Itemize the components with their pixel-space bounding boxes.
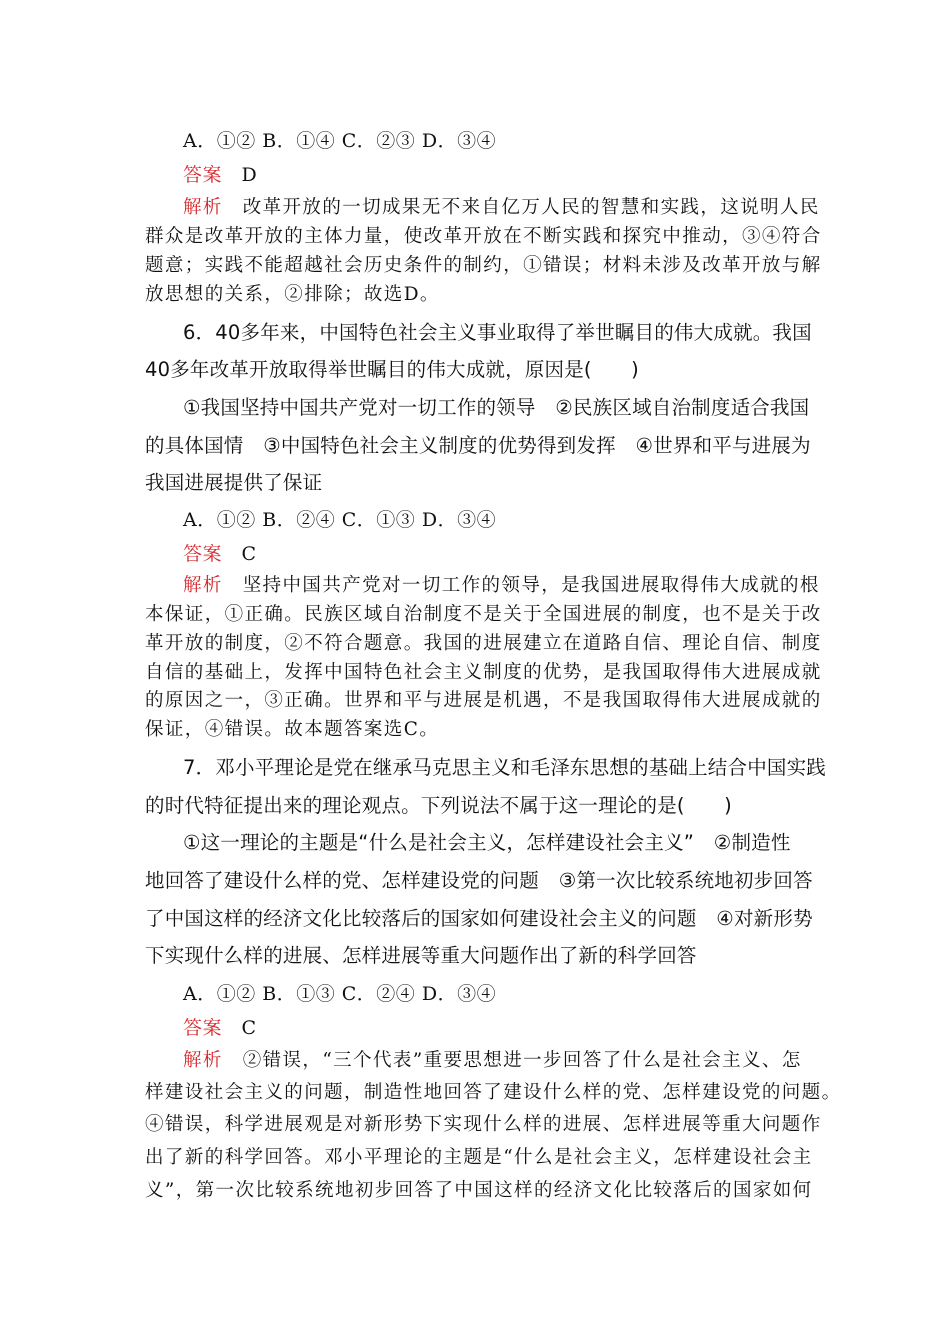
q5-analysis-line-4: 放思想的关系，②排除；故选D。 xyxy=(145,284,440,305)
q7-answer xyxy=(145,1013,257,1040)
q6-choice-line-1: ①我国坚持中国共产党对一切工作的领导 ②民族区域自治制度适合我国 xyxy=(183,396,810,419)
q5-analysis-line-2: 群众是改革开放的主体力量，使改革开放在不断实践和探究中推动，③④符合 xyxy=(145,226,822,247)
q6-answer xyxy=(145,539,257,566)
q5-options: A．①② B．①④ C．②③ D．③④ xyxy=(183,130,497,152)
q5-answer-value: D xyxy=(241,164,258,186)
q6-options: A．①② B．②④ C．①③ D．③④ xyxy=(183,509,497,531)
q5-analysis-line-3: 题意；实践不能超越社会历史条件的制约，①错误；材料未涉及改革开放与解 xyxy=(145,255,822,276)
q6-analysis-line-3: 革开放的制度，②不符合题意。我国的进展建立在道路自信、理论自信、制度 xyxy=(145,633,822,654)
q7-stem-line-1: 7．邓小平理论是党在继承马克思主义和毛泽东思想的基础上结合中国实践 xyxy=(183,756,827,779)
q7-answer-label: 答案 xyxy=(183,1017,223,1039)
q7-analysis-line-2: 样建设社会主义的问题，制造性地回答了建设什么样的党、怎样建设党的问题。 xyxy=(145,1082,842,1103)
q5-answer xyxy=(145,160,257,187)
q6-analysis-line-1: 解析 坚持中国共产党对一切工作的领导，是我国进展取得伟大成就的根 xyxy=(183,575,820,596)
q6-analysis-line-4: 自信的基础上，发挥中国特色社会主义制度的优势，是我国取得伟大进展成就 xyxy=(145,662,822,683)
q7-choice-line-2: 地回答了建设什么样的党、怎样建设党的问题 ③第一次比较系统地初步回答 xyxy=(145,869,813,892)
q7-analysis-line-5: 义”，第一次比较系统地初步回答了中国这样的经济文化比较落后的国家如何 xyxy=(145,1180,813,1201)
q7-analysis-line-3: ④错误，科学进展观是对新形势下实现什么样的进展、怎样进展等重大问题作 xyxy=(145,1114,822,1135)
q6-answer-value: C xyxy=(241,543,257,565)
q7-choice-line-3: 了中国这样的经济文化比较落后的国家如何建设社会主义的问题 ④对新形势 xyxy=(145,907,813,930)
q7-stem-line-2: 的时代特征提出来的理论观点。下列说法不属于这一理论的是( ) xyxy=(145,794,732,817)
q7-choice-line-4: 下实现什么样的进展、怎样进展等重大问题作出了新的科学回答 xyxy=(145,944,697,967)
q7-choice-line-1: ①这一理论的主题是“什么是社会主义，怎样建设社会主义” ②制造性 xyxy=(183,831,791,854)
q6-analysis-line-6: 保证，④错误。故本题答案选C。 xyxy=(145,719,440,740)
q5-analysis-line-1: 解析 改革开放的一切成果无不来自亿万人民的智慧和实践，这说明人民 xyxy=(183,197,820,218)
q6-choice-line-3: 我国进展提供了保证 xyxy=(145,471,323,494)
q7-options: A．①② B．①③ C．②④ D．③④ xyxy=(183,983,497,1005)
q6-choice-line-2: 的具体国情 ③中国特色社会主义制度的优势得到发挥 ④世界和平与进展为 xyxy=(145,434,811,457)
q6-stem-line-1: 6．40多年来，中国特色社会主义事业取得了举世瞩目的伟大成就。我国 xyxy=(183,321,812,344)
q6-stem-line-2: 40多年改革开放取得举世瞩目的伟大成就，原因是( ) xyxy=(145,358,639,381)
q7-answer-value: C xyxy=(241,1017,257,1039)
q7-analysis-label: 解析 xyxy=(183,1050,223,1071)
q7-analysis-line-4: 出了新的科学回答。邓小平理论的主题是“什么是社会主义，怎样建设社会主 xyxy=(145,1147,813,1168)
q6-analysis-line-5: 的原因之一，③正确。世界和平与进展是机遇，不是我国取得伟大进展成就的 xyxy=(145,690,822,711)
q6-answer-label: 答案 xyxy=(183,543,223,565)
q5-analysis-label: 解析 xyxy=(183,197,223,218)
q5-answer-label: 答案 xyxy=(183,164,223,186)
q6-analysis-label: 解析 xyxy=(183,575,223,596)
q7-analysis-line-1: 解析 ②错误，“三个代表”重要思想进一步回答了什么是社会主义、怎 xyxy=(183,1050,802,1071)
q6-analysis-line-2: 本保证，①正确。民族区域自治制度不是关于全国进展的制度，也不是关于改 xyxy=(145,604,822,625)
